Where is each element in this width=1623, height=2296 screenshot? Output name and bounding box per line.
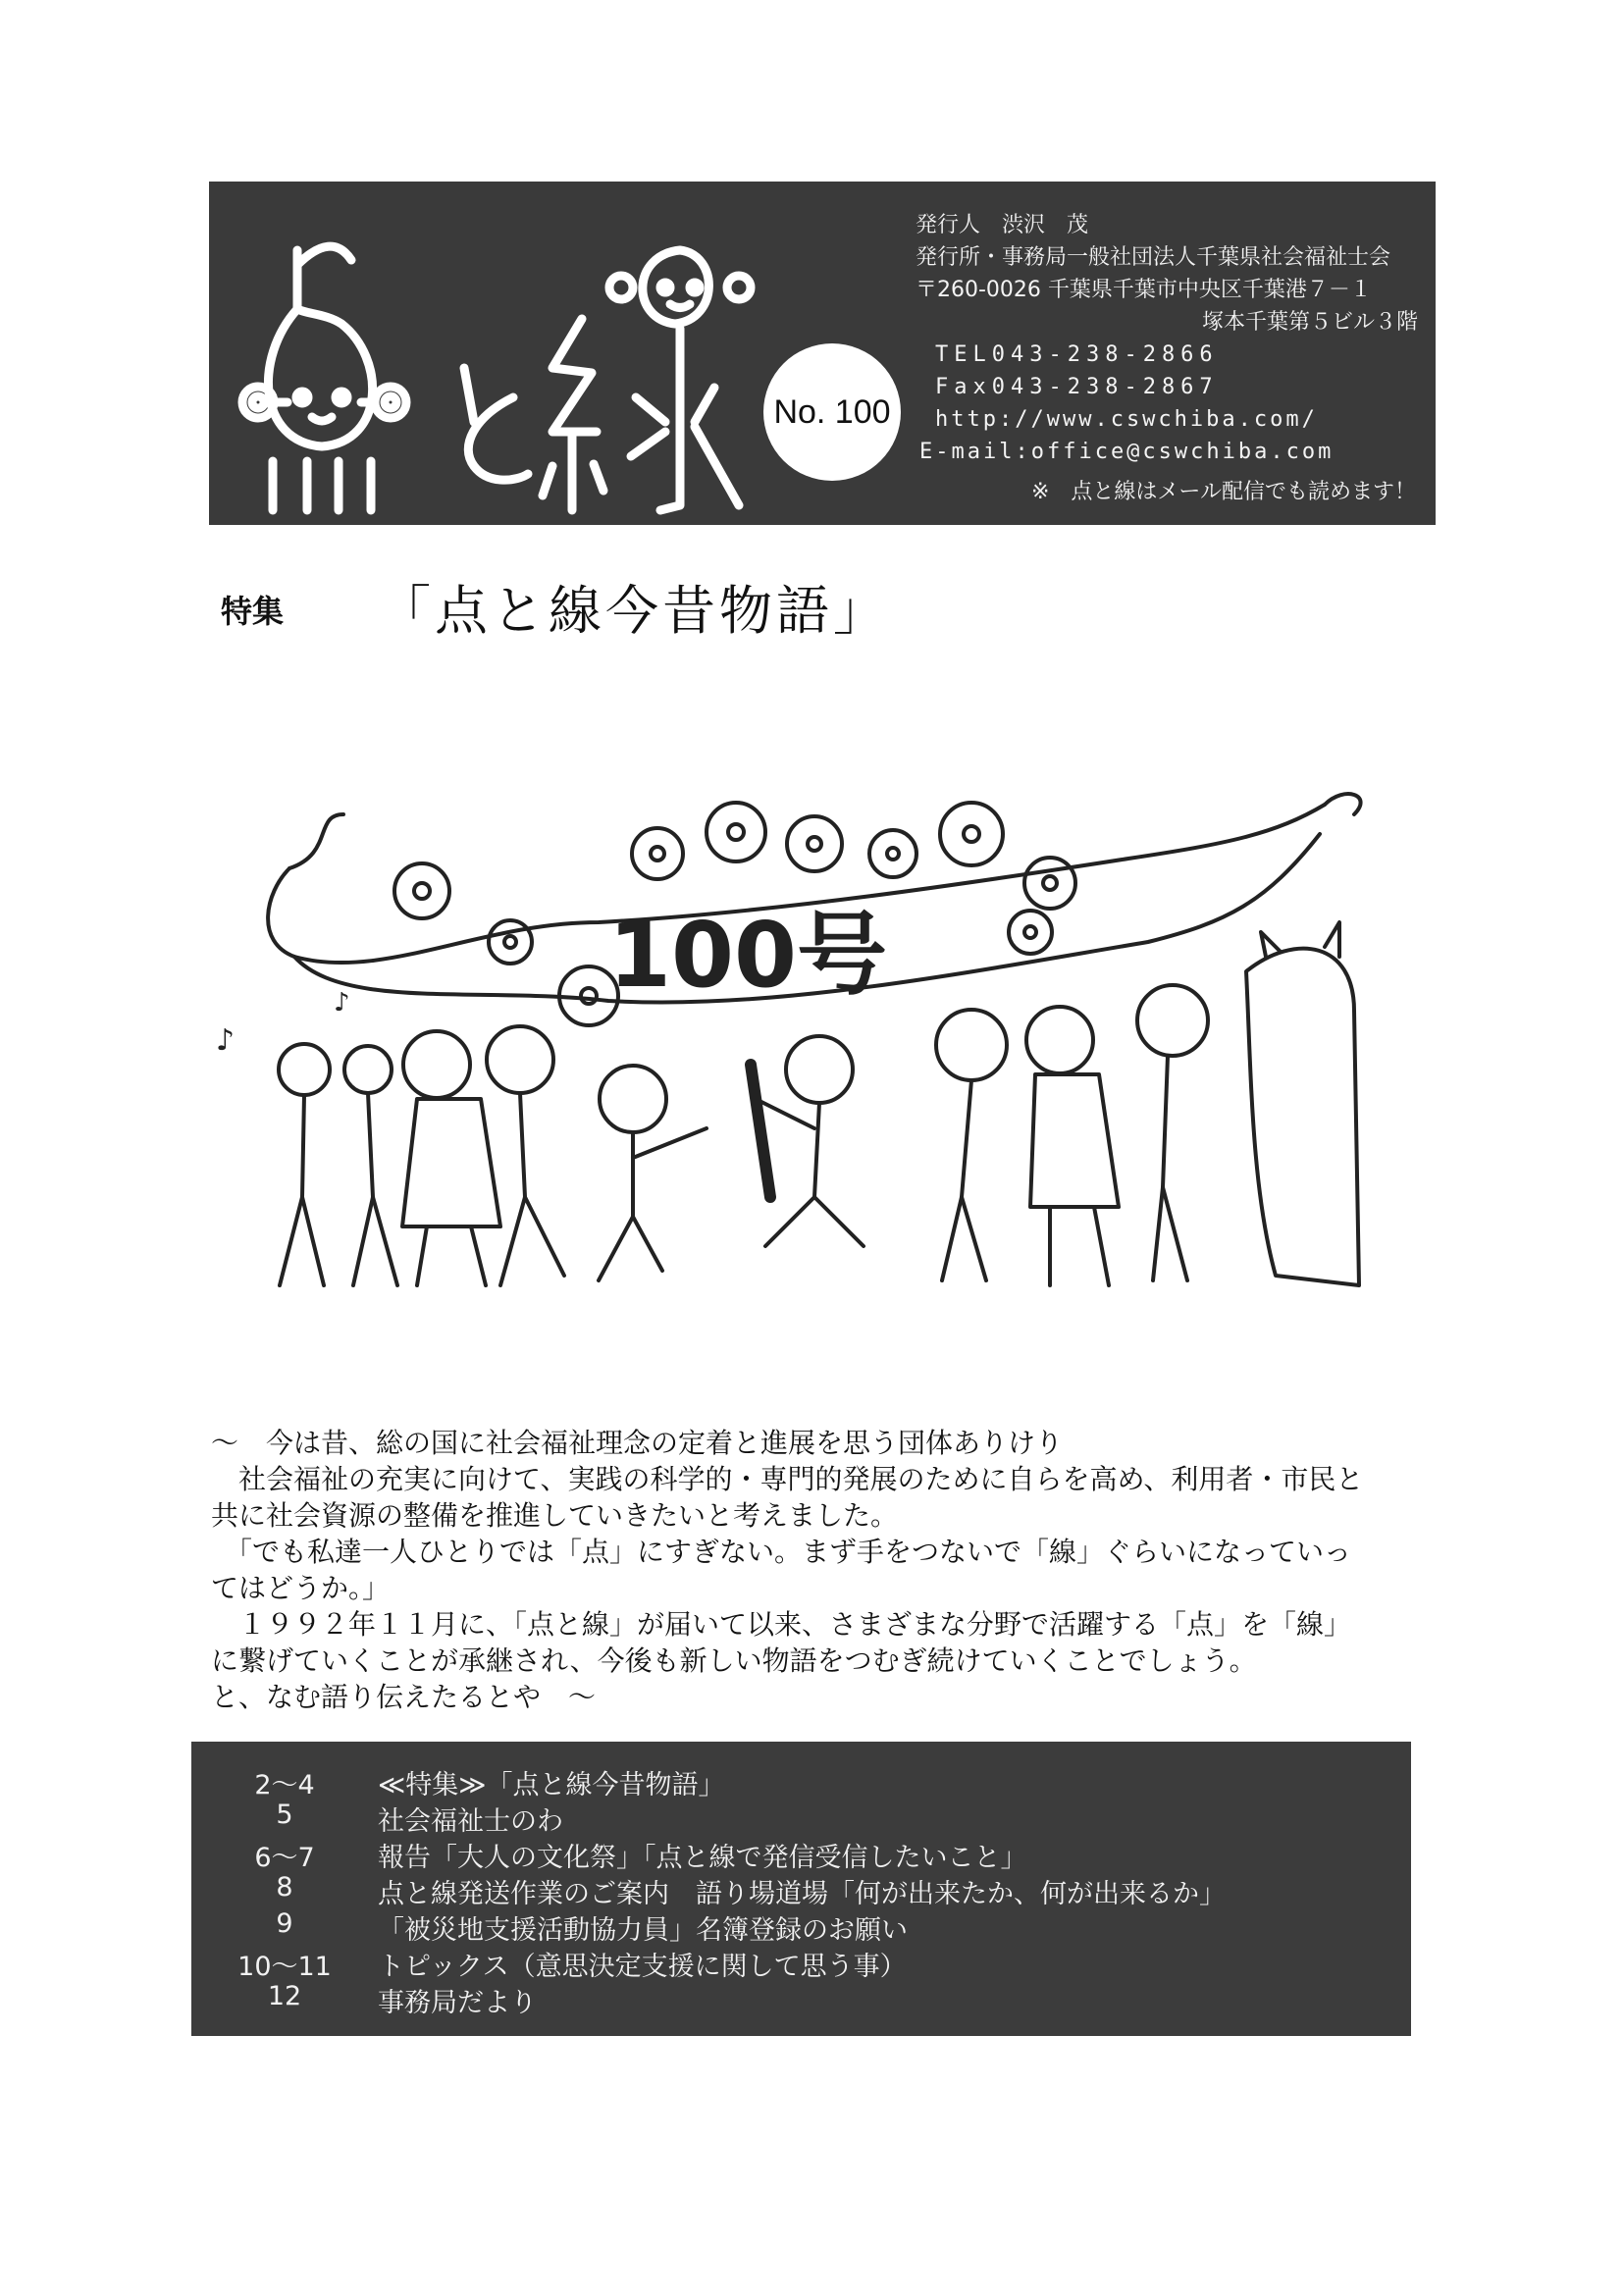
toc-title: 点と線発送作業のご案内 語り場道場「何が出来たか、何が出来るか」: [378, 1879, 1226, 1909]
intro-line: てはどうか。」: [211, 1572, 391, 1604]
toc-pages: 6～7: [254, 1843, 315, 1873]
toc-row[interactable]: [191, 1945, 1411, 1980]
intro-line: 社会福祉の充実に向けて、実践の科学的・専門的発展のために自らを高め、利用者・市民と: [211, 1463, 1364, 1495]
svg-text:♪: ♪: [216, 1023, 236, 1058]
toc-row[interactable]: [191, 1800, 1411, 1835]
toc-row[interactable]: [191, 1872, 1411, 1907]
publisher-email[interactable]: E-mail:office@cswchiba.com: [919, 440, 1335, 464]
issue-number-badge: No. 100: [763, 343, 901, 481]
toc-pages: 5: [276, 1800, 293, 1830]
toc-pages: 8: [276, 1872, 293, 1903]
toc-pages: 2～4: [254, 1770, 315, 1800]
intro-line: ～ 今は昔、総の国に社会福祉理念の定着と進展を思う団体ありけり: [211, 1427, 1064, 1459]
table-of-contents: [191, 1742, 1411, 2036]
toc-row[interactable]: [191, 1763, 1411, 1799]
publisher-fax: Fax043-238-2867: [935, 375, 1219, 399]
intro-text: [211, 1425, 1428, 1715]
intro-line: 「でも私達一人ひとりでは「点」にすぎない。まず手をつないで「線」ぐらいになっていっ: [211, 1536, 1352, 1568]
email-delivery-note: ※ 点と線はメール配信でも読めます！: [1031, 480, 1416, 504]
publisher-building: 塚本千葉第５ビル３階: [1201, 310, 1418, 335]
toc-title: トピックス（意思決定支援に関して思う事）: [378, 1952, 907, 1982]
intro-line: と、なむ語り伝えたるとや ～: [211, 1681, 597, 1713]
publisher-office: 発行所・事務局一般社団法人千葉県社会福祉士会: [916, 245, 1391, 270]
feature-label: 特集: [221, 593, 285, 630]
svg-text:♪: ♪: [334, 988, 350, 1018]
anniversary-illustration: [186, 775, 1452, 1325]
publisher-info: [916, 209, 1426, 508]
banner-100-text: 100号: [608, 903, 888, 1008]
intro-line: 共に社会資源の整備を推進していきたいと考えました。: [211, 1499, 899, 1532]
toc-title: 「被災地支援活動協力員」名簿登録のお願い: [378, 1915, 908, 1946]
intro-line: に繋げていくことが承継され、今後も新しい物語をつむぎ続けていくことでしょう。: [211, 1644, 1257, 1677]
logo-ten-to-sen: [229, 211, 778, 525]
toc-row[interactable]: [191, 1981, 1411, 2016]
publisher-url[interactable]: http://www.cswchiba.com/: [935, 407, 1318, 432]
publisher-tel: TEL043-238-2866: [935, 342, 1219, 367]
masthead: [209, 182, 1436, 525]
toc-row[interactable]: [191, 1836, 1411, 1871]
toc-row[interactable]: [191, 1908, 1411, 1944]
intro-line: １９９２年１１月に、「点と線」が届いて以来、さまざまな分野で活躍する「点」を「線」: [211, 1608, 1352, 1641]
toc-title: 報告「大人の文化祭」「点と線で発信受信したいこと」: [378, 1843, 1027, 1873]
toc-pages: 9: [276, 1908, 293, 1939]
feature-title: 「点と線今昔物語」: [378, 580, 890, 642]
publisher-name: 発行人 渋沢 茂: [916, 213, 1089, 237]
toc-pages: 12: [267, 1981, 302, 2011]
toc-title: 社会福祉士のわ: [378, 1806, 563, 1837]
publisher-address: 〒260-0026 千葉県千葉市中央区千葉港７－１: [916, 278, 1372, 302]
toc-title: ≪特集≫「点と線今昔物語」: [378, 1770, 725, 1800]
toc-title: 事務局だより: [378, 1988, 537, 2018]
toc-pages: 10～11: [237, 1952, 332, 1982]
